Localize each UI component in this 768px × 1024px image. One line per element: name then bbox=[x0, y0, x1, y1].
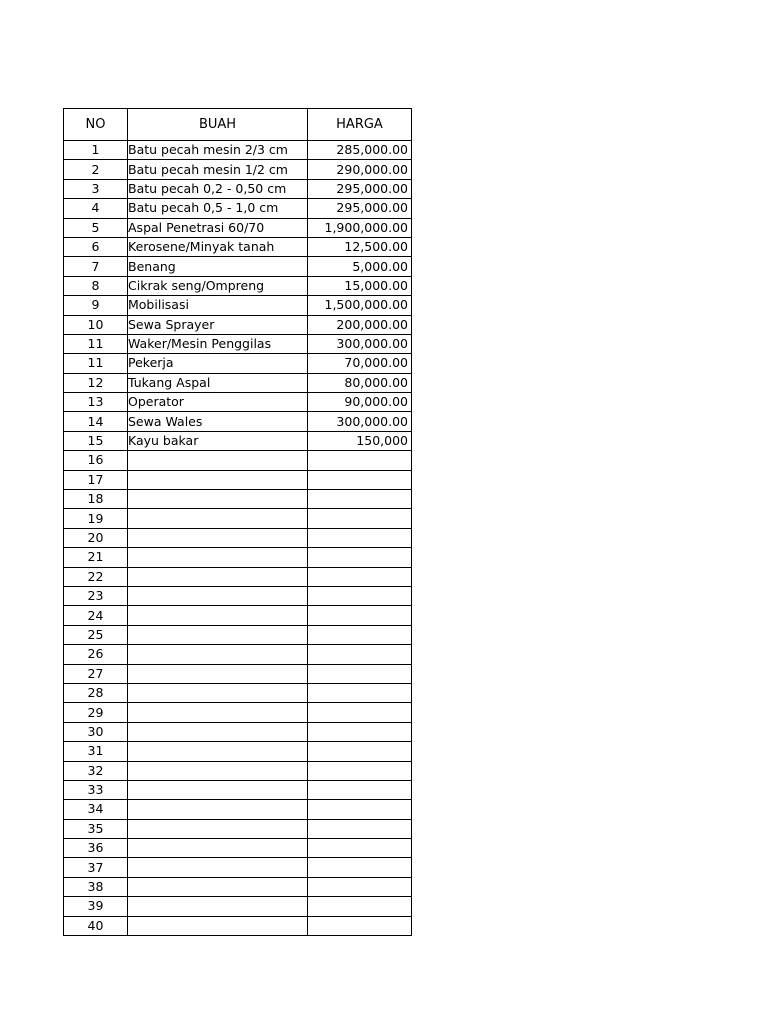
cell-no: 3 bbox=[64, 179, 128, 198]
cell-no: 40 bbox=[64, 916, 128, 935]
cell-no: 26 bbox=[64, 645, 128, 664]
cell-buah bbox=[128, 645, 308, 664]
cell-buah bbox=[128, 490, 308, 509]
cell-no: 6 bbox=[64, 237, 128, 256]
cell-harga: 1,500,000.00 bbox=[308, 296, 412, 315]
cell-harga bbox=[308, 528, 412, 547]
table-row bbox=[64, 490, 412, 509]
cell-harga: 70,000.00 bbox=[308, 354, 412, 373]
table-row bbox=[64, 199, 412, 218]
cell-buah: Batu pecah mesin 2/3 cm bbox=[128, 141, 308, 160]
cell-harga bbox=[308, 625, 412, 644]
table-row bbox=[64, 877, 412, 896]
cell-no: 35 bbox=[64, 819, 128, 838]
table-row bbox=[64, 237, 412, 256]
cell-no: 10 bbox=[64, 315, 128, 334]
table-row bbox=[64, 761, 412, 780]
cell-harga bbox=[308, 703, 412, 722]
cell-harga bbox=[308, 470, 412, 489]
cell-harga: 295,000.00 bbox=[308, 199, 412, 218]
cell-harga: 90,000.00 bbox=[308, 393, 412, 412]
table-row bbox=[64, 509, 412, 528]
cell-harga bbox=[308, 548, 412, 567]
cell-no: 12 bbox=[64, 373, 128, 392]
table-row bbox=[64, 141, 412, 160]
cell-buah: Batu pecah 0,2 - 0,50 cm bbox=[128, 179, 308, 198]
table-row bbox=[64, 179, 412, 198]
cell-harga: 15,000.00 bbox=[308, 276, 412, 295]
cell-harga bbox=[308, 664, 412, 683]
header-no: NO bbox=[64, 109, 128, 141]
cell-harga: 80,000.00 bbox=[308, 373, 412, 392]
cell-no: 7 bbox=[64, 257, 128, 276]
cell-buah bbox=[128, 703, 308, 722]
cell-buah bbox=[128, 567, 308, 586]
cell-no: 36 bbox=[64, 839, 128, 858]
cell-harga: 200,000.00 bbox=[308, 315, 412, 334]
cell-buah bbox=[128, 722, 308, 741]
table-row bbox=[64, 897, 412, 916]
cell-no: 18 bbox=[64, 490, 128, 509]
cell-harga bbox=[308, 451, 412, 470]
cell-no: 29 bbox=[64, 703, 128, 722]
table-body bbox=[64, 141, 412, 936]
cell-harga: 300,000.00 bbox=[308, 412, 412, 431]
cell-buah: Tukang Aspal bbox=[128, 373, 308, 392]
table-row bbox=[64, 606, 412, 625]
cell-buah bbox=[128, 800, 308, 819]
cell-no: 32 bbox=[64, 761, 128, 780]
cell-harga: 5,000.00 bbox=[308, 257, 412, 276]
cell-harga bbox=[308, 567, 412, 586]
cell-buah bbox=[128, 897, 308, 916]
table-row bbox=[64, 354, 412, 373]
cell-no: 11 bbox=[64, 334, 128, 353]
table-row bbox=[64, 703, 412, 722]
cell-harga bbox=[308, 722, 412, 741]
cell-no: 38 bbox=[64, 877, 128, 896]
cell-no: 39 bbox=[64, 897, 128, 916]
cell-buah bbox=[128, 916, 308, 935]
cell-buah bbox=[128, 586, 308, 605]
table-row bbox=[64, 742, 412, 761]
cell-harga bbox=[308, 839, 412, 858]
table-row bbox=[64, 218, 412, 237]
cell-harga bbox=[308, 490, 412, 509]
cell-no: 11 bbox=[64, 354, 128, 373]
cell-no: 21 bbox=[64, 548, 128, 567]
cell-buah: Sewa Sprayer bbox=[128, 315, 308, 334]
cell-no: 30 bbox=[64, 722, 128, 741]
cell-no: 28 bbox=[64, 683, 128, 702]
table-row bbox=[64, 567, 412, 586]
cell-buah bbox=[128, 780, 308, 799]
cell-no: 31 bbox=[64, 742, 128, 761]
table-row bbox=[64, 664, 412, 683]
table-row bbox=[64, 722, 412, 741]
cell-no: 15 bbox=[64, 431, 128, 450]
cell-buah: Cikrak seng/Ompreng bbox=[128, 276, 308, 295]
cell-no: 5 bbox=[64, 218, 128, 237]
table-row bbox=[64, 276, 412, 295]
cell-harga bbox=[308, 780, 412, 799]
cell-harga bbox=[308, 877, 412, 896]
table-row bbox=[64, 858, 412, 877]
cell-buah bbox=[128, 839, 308, 858]
cell-harga bbox=[308, 742, 412, 761]
table-row bbox=[64, 393, 412, 412]
cell-no: 25 bbox=[64, 625, 128, 644]
cell-harga bbox=[308, 509, 412, 528]
cell-buah bbox=[128, 509, 308, 528]
table-row bbox=[64, 528, 412, 547]
cell-harga bbox=[308, 761, 412, 780]
cell-no: 16 bbox=[64, 451, 128, 470]
cell-harga bbox=[308, 683, 412, 702]
cell-no: 8 bbox=[64, 276, 128, 295]
cell-buah: Kayu bakar bbox=[128, 431, 308, 450]
cell-buah bbox=[128, 528, 308, 547]
table-row bbox=[64, 412, 412, 431]
cell-buah: Sewa Wales bbox=[128, 412, 308, 431]
cell-no: 1 bbox=[64, 141, 128, 160]
table-row bbox=[64, 296, 412, 315]
table-row bbox=[64, 373, 412, 392]
table-row bbox=[64, 160, 412, 179]
cell-harga: 12,500.00 bbox=[308, 237, 412, 256]
cell-buah bbox=[128, 606, 308, 625]
cell-buah: Mobilisasi bbox=[128, 296, 308, 315]
cell-harga bbox=[308, 606, 412, 625]
table-row bbox=[64, 645, 412, 664]
cell-no: 4 bbox=[64, 199, 128, 218]
cell-buah bbox=[128, 858, 308, 877]
cell-buah: Batu pecah mesin 1/2 cm bbox=[128, 160, 308, 179]
price-table bbox=[63, 108, 412, 936]
table-row bbox=[64, 451, 412, 470]
cell-buah: Aspal Penetrasi 60/70 bbox=[128, 218, 308, 237]
cell-no: 9 bbox=[64, 296, 128, 315]
cell-no: 22 bbox=[64, 567, 128, 586]
table-row bbox=[64, 839, 412, 858]
cell-no: 37 bbox=[64, 858, 128, 877]
cell-buah: Pekerja bbox=[128, 354, 308, 373]
cell-buah bbox=[128, 470, 308, 489]
cell-harga: 290,000.00 bbox=[308, 160, 412, 179]
table-row bbox=[64, 548, 412, 567]
cell-harga bbox=[308, 800, 412, 819]
header-row bbox=[64, 109, 412, 141]
cell-buah: Waker/Mesin Penggilas bbox=[128, 334, 308, 353]
cell-no: 17 bbox=[64, 470, 128, 489]
cell-buah: Operator bbox=[128, 393, 308, 412]
table-row bbox=[64, 800, 412, 819]
cell-harga: 295,000.00 bbox=[308, 179, 412, 198]
cell-buah bbox=[128, 548, 308, 567]
cell-harga: 1,900,000.00 bbox=[308, 218, 412, 237]
table-row bbox=[64, 625, 412, 644]
table-row bbox=[64, 431, 412, 450]
cell-harga bbox=[308, 916, 412, 935]
table-row bbox=[64, 819, 412, 838]
table-row bbox=[64, 470, 412, 489]
cell-buah bbox=[128, 742, 308, 761]
cell-buah bbox=[128, 877, 308, 896]
table-row bbox=[64, 586, 412, 605]
cell-harga bbox=[308, 819, 412, 838]
cell-no: 34 bbox=[64, 800, 128, 819]
cell-harga: 300,000.00 bbox=[308, 334, 412, 353]
cell-harga bbox=[308, 586, 412, 605]
cell-buah bbox=[128, 625, 308, 644]
table-header bbox=[64, 109, 412, 141]
cell-buah: Kerosene/Minyak tanah bbox=[128, 237, 308, 256]
cell-no: 24 bbox=[64, 606, 128, 625]
cell-no: 19 bbox=[64, 509, 128, 528]
table-row bbox=[64, 334, 412, 353]
cell-buah: Benang bbox=[128, 257, 308, 276]
cell-no: 14 bbox=[64, 412, 128, 431]
table-row bbox=[64, 780, 412, 799]
cell-buah bbox=[128, 451, 308, 470]
cell-buah bbox=[128, 664, 308, 683]
table-row bbox=[64, 315, 412, 334]
cell-no: 20 bbox=[64, 528, 128, 547]
cell-buah bbox=[128, 761, 308, 780]
cell-buah bbox=[128, 683, 308, 702]
cell-harga: 150,000 bbox=[308, 431, 412, 450]
table-row bbox=[64, 257, 412, 276]
header-harga: HARGA bbox=[308, 109, 412, 141]
cell-no: 2 bbox=[64, 160, 128, 179]
cell-no: 23 bbox=[64, 586, 128, 605]
table-row bbox=[64, 916, 412, 935]
cell-harga: 285,000.00 bbox=[308, 141, 412, 160]
cell-no: 13 bbox=[64, 393, 128, 412]
cell-buah: Batu pecah 0,5 - 1,0 cm bbox=[128, 199, 308, 218]
cell-buah bbox=[128, 819, 308, 838]
cell-no: 33 bbox=[64, 780, 128, 799]
header-buah: BUAH bbox=[128, 109, 308, 141]
cell-harga bbox=[308, 897, 412, 916]
cell-harga bbox=[308, 645, 412, 664]
table-row bbox=[64, 683, 412, 702]
cell-no: 27 bbox=[64, 664, 128, 683]
cell-harga bbox=[308, 858, 412, 877]
